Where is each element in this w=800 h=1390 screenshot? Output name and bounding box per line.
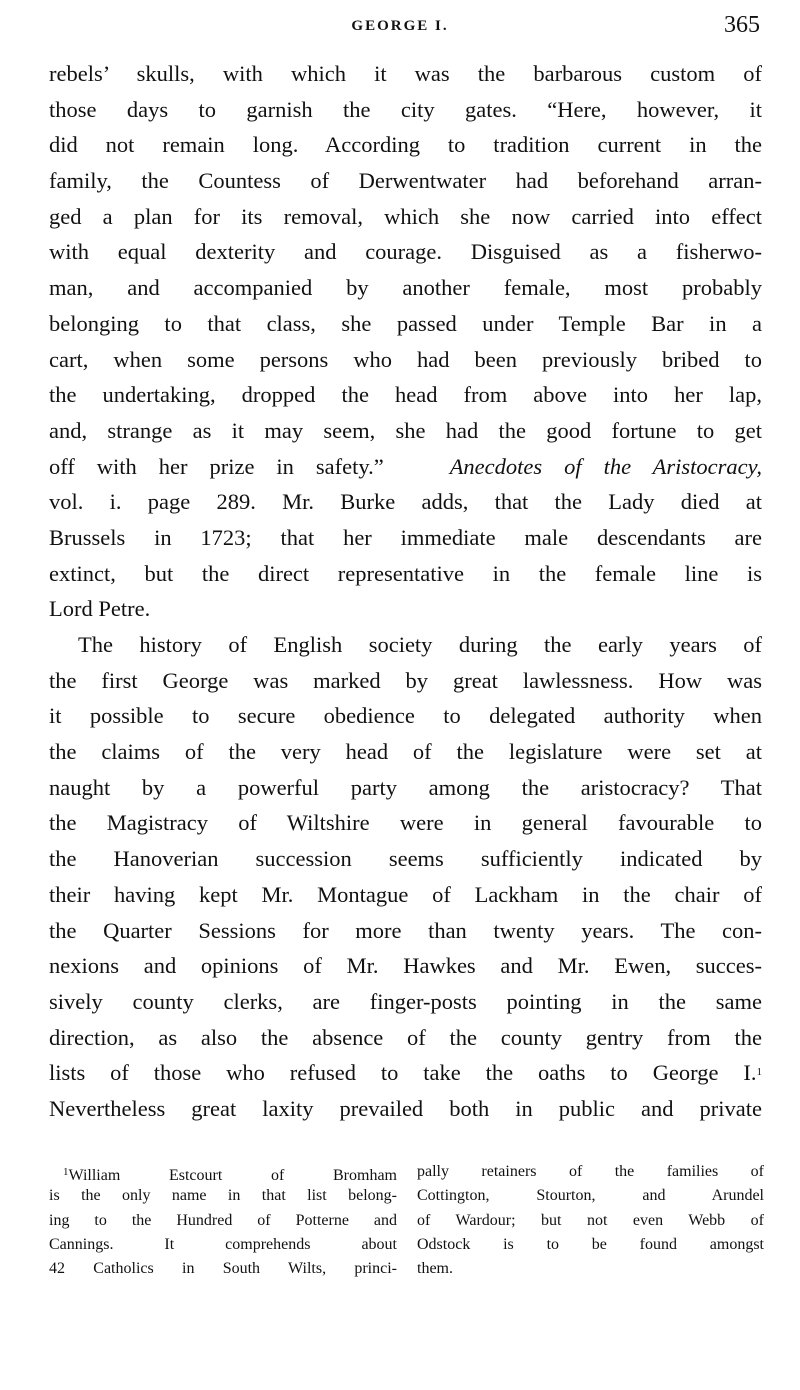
text-line: sively county clerks, are finger-posts pointing in the same [49,988,762,1014]
text-line: Lord Petre. [49,596,151,622]
text-line: cart, when some persons who had been previously bribed to [49,346,762,372]
footnote-line: Cannings. It comprehends about [49,1235,397,1253]
text-line: the Magistracy of Wiltshire were in general favourable to [49,810,762,836]
footnote-column-right [417,1160,764,1281]
text-line: those days to garnish the city gates. “Here, however, it [49,96,762,122]
footnote-line-part: William Estcourt of Bromham [68,1167,397,1184]
text-line-part: lists of those who refused to take the oaths to George I. [49,1060,757,1086]
text-line: the claims of the very head of the legislature were set at [49,739,762,765]
text-line: family, the Countess of Derwentwater had beforehand arran- [49,168,762,194]
text-line: direction, as also the absence of the county gentry from the [49,1024,762,1050]
text-line: the Hanoverian succession seems sufficiently indicated by [49,846,762,872]
text-line: Brussels in 1723; that her immediate male descendants are [49,524,762,550]
text-line: rebels’ skulls, with which it was the barbarous custom of [49,61,762,86]
footnote-line: 42 Catholics in South Wilts, princi- [49,1260,397,1278]
text-line: nexions and opinions of Mr. Hawkes and Mr. Ewen, succes- [49,953,762,979]
footnote-line: pally retainers of the families of [417,1163,764,1180]
text-line: Nevertheless great laxity prevailed both in public and private [49,1095,762,1121]
text-line: did not remain long. According to tradition current in the [49,132,762,158]
text-line-with-citation [49,449,762,485]
footnote-reference: 1 [756,1066,762,1079]
footnote-line: Odstock is to be found amongst [417,1235,764,1253]
text-line: with equal dexterity and courage. Disguised as a fisherwo- [49,239,762,265]
footnote-marker: 1 [63,1166,69,1178]
footnote-line: ing to the Hundred of Potterne and [49,1211,397,1229]
footnote-line: of Wardour; but not even Webb of [417,1211,764,1229]
footnote-line [49,1160,397,1184]
citation-title: Anecdotes of the Aristocracy, [449,453,763,479]
footnote-line: them. [417,1260,453,1278]
text-line-with-footnote-ref [49,1055,762,1091]
paragraph-start-line: The history of English society during the early years of [78,632,762,657]
text-line: and, strange as it may seem, she had the good fortune to get [49,417,762,443]
footnote-column-left [49,1160,397,1281]
body-text [49,56,762,1127]
footnote-line: is the only name in that list belong- [49,1187,397,1205]
text-line: extinct, but the direct representative in the female line is [49,560,762,586]
running-title: GEORGE I. [351,18,449,34]
text-line: belonging to that class, she passed under Temple Bar in a [49,310,762,336]
text-line: the first George was marked by great lawlessness. How was [49,667,762,693]
text-line: naught by a powerful party among the aristocracy? That [49,774,762,800]
text-line: ged a plan for its removal, which she now carried into effect [49,203,762,229]
text-line: man, and accompanied by another female, most probably [49,275,762,301]
text-line: the Quarter Sessions for more than twenty years. The con- [49,917,762,943]
running-head [0,12,800,42]
text-line: their having kept Mr. Montague of Lackham in the chair of [49,881,762,907]
text-line: it possible to secure obedience to delegated authority when [49,703,762,729]
text-line: vol. i. page 289. Mr. Burke adds, that the Lady died at [49,489,762,515]
text-line-part: off with her prize in safety.” [49,453,384,479]
footnote-line: Cottington, Stourton, and Arundel [417,1187,764,1205]
text-line: the undertaking, dropped the head from above into her lap, [49,382,762,408]
page-number: 365 [724,12,760,38]
